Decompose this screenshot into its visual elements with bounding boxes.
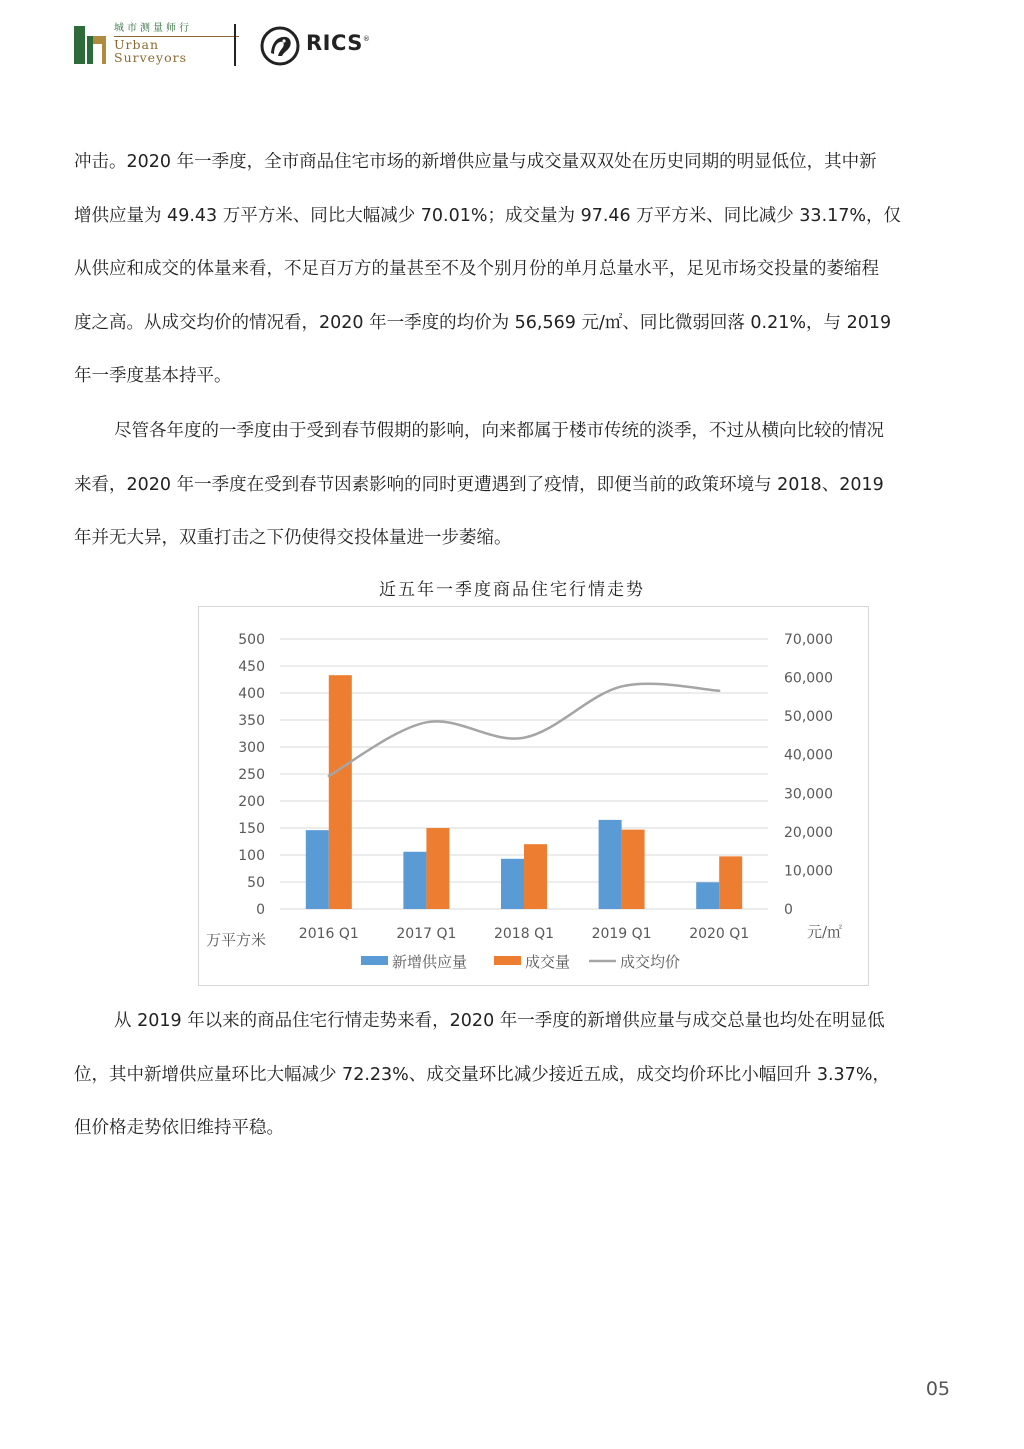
legend-swatch — [361, 956, 388, 965]
x-tick-label: 2018 Q1 — [493, 926, 555, 942]
y-tick-label: 0 — [256, 902, 265, 918]
y2-tick-label: 70,000 — [784, 632, 833, 648]
y2-tick-label: 40,000 — [784, 747, 833, 764]
paragraph-line: 从 2019 年以来的商品住宅行情走势来看，2020 年一季度的新增供应量与成交总量也均处在明显低 — [114, 1011, 885, 1031]
bar-transaction — [426, 828, 449, 909]
logo-english-line1: Urban — [114, 37, 160, 52]
logo-chinese-name: 城市测量师行 — [114, 23, 192, 34]
header-divider — [234, 24, 236, 66]
y2-tick-label: 60,000 — [784, 670, 833, 687]
logo-english-line2: Surveyors — [114, 50, 188, 65]
urban-surveyors-logo-icon — [74, 26, 106, 64]
bar-supply — [403, 852, 426, 909]
chart-title: 近五年一季度商品住宅行情走势 — [379, 580, 645, 600]
y-tick-label: 400 — [238, 686, 265, 702]
paragraph-line: 但价格走势依旧维持平稳。 — [74, 1118, 284, 1138]
y2-axis-label: 元/㎡ — [807, 923, 843, 941]
paragraph-line: 度之高。从成交均价的情况看，2020 年一季度的均价为 56,569 元/㎡、同比微弱回落 0.21%，与 2019 — [74, 312, 892, 333]
urban-surveyors-wordmark — [114, 22, 244, 64]
y2-tick-label: 30,000 — [784, 786, 833, 803]
paragraph-line: 位，其中新增供应量环比大幅减少 72.23%、成交量环比减少接近五成，成交均价环比小幅回升 3.37%， — [74, 1064, 890, 1085]
bar-supply — [599, 820, 622, 909]
bar-transaction — [719, 856, 742, 909]
y-tick-label: 200 — [238, 794, 265, 810]
bar-transaction — [524, 844, 547, 909]
x-tick-label: 2020 Q1 — [689, 926, 750, 942]
y-tick-label: 450 — [238, 659, 265, 675]
paragraph-1 — [74, 136, 950, 404]
y2-tick-label: 50,000 — [784, 709, 833, 726]
bar-supply — [501, 859, 524, 909]
paragraph-line: 尽管各年度的一季度由于受到春节假期的影响，向来都属于楼市传统的淡季，不过从横向比较的情况 — [114, 421, 884, 441]
y-tick-label: 300 — [238, 740, 265, 756]
bar-supply — [696, 882, 719, 909]
paragraph-line: 年一季度基本持平。 — [74, 366, 232, 386]
legend-label: 新增供应量 — [392, 953, 468, 971]
x-tick-label: 2016 Q1 — [298, 926, 359, 942]
chart-canvas — [198, 606, 869, 986]
y2-tick-label: 0 — [784, 902, 793, 918]
y-tick-label: 250 — [238, 767, 265, 783]
page-number: 05 — [925, 1378, 950, 1400]
x-tick-label: 2017 Q1 — [396, 926, 457, 942]
y-tick-label: 50 — [247, 875, 265, 891]
rics-name: RICS — [306, 31, 363, 55]
rics-registered-mark: ® — [362, 35, 371, 43]
x-tick-label: 2019 Q1 — [591, 926, 652, 942]
paragraph-3 — [74, 995, 950, 1156]
series-line-avg-price — [329, 684, 719, 776]
y-tick-label: 350 — [238, 713, 265, 729]
y2-tick-label: 10,000 — [784, 863, 833, 880]
bar-transaction — [329, 675, 352, 909]
bar-supply — [306, 830, 329, 909]
rics-wordmark — [306, 31, 370, 55]
paragraph-2 — [74, 405, 950, 566]
rics-lion-icon — [260, 26, 300, 66]
paragraph-line: 年并无大异，双重打击之下仍使得交投体量进一步萎缩。 — [74, 528, 512, 548]
y2-tick-label: 20,000 — [784, 824, 833, 841]
paragraph-line: 从供应和成交的体量来看，不足百万方的量甚至不及个别月份的单月总量水平，足见市场交投量的萎缩程 — [74, 259, 879, 279]
paragraph-line: 增供应量为 49.43 万平方米、同比大幅减少 70.01%；成交量为 97.46 万平方米、同比减少 33.17%，仅 — [74, 205, 902, 226]
y-tick-label: 100 — [238, 848, 265, 864]
paragraph-line: 来看，2020 年一季度在受到春节因素影响的同时更遭遇到了疫情，即便当前的政策环境与 2018、2019 — [74, 474, 884, 495]
y-tick-label: 150 — [238, 821, 265, 837]
legend-swatch — [494, 956, 521, 965]
legend-label: 成交均价 — [620, 953, 681, 971]
bar-transaction — [622, 830, 645, 909]
y-tick-label: 500 — [238, 632, 265, 648]
paragraph-line: 冲击。2020 年一季度，全市商品住宅市场的新增供应量与成交量双双处在历史同期的明显低位，其中新 — [74, 152, 877, 172]
legend-label: 成交量 — [525, 953, 571, 971]
y-axis-label: 万平方米 — [206, 931, 267, 949]
